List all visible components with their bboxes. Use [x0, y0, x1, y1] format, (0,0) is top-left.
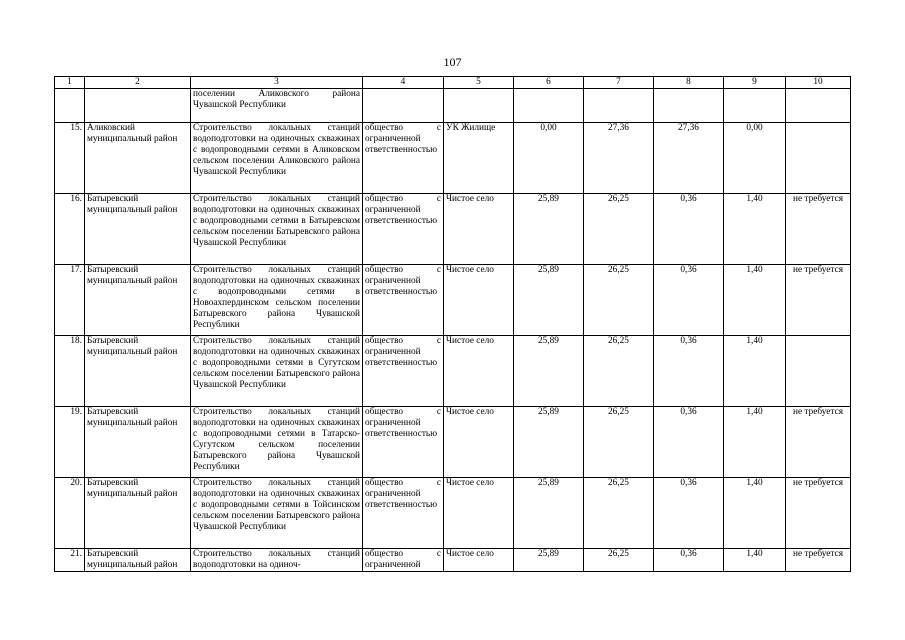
value-cell-9: 1,40	[724, 265, 786, 336]
column-header: 7	[584, 77, 654, 89]
value-cell-6: 25,89	[514, 336, 584, 407]
project-cell: Строительство локальных станций водоподготовки на одиночных скважинах с водопроводными сетями в Тойсинском сельском поселении Батыревского района Чувашской Республики	[191, 478, 363, 549]
value-cell-7: 27,36	[584, 123, 654, 194]
project-cell: Строительство локальных станций водоподготовки на одиноч-	[191, 549, 363, 572]
project-cell: Строительство локальных станций водоподготовки на одиночных скважинах с водопроводными сетями в Сугутском сельском поселении Батыревского района Чувашской Республики	[191, 336, 363, 407]
row-number: 16.	[55, 194, 85, 265]
org-name-cell	[444, 89, 514, 123]
org-name-cell: Чистое село	[444, 478, 514, 549]
value-cell-9: 1,40	[724, 336, 786, 407]
municipality-cell: Батыревский муниципальный район	[85, 336, 191, 407]
table-row	[55, 478, 851, 549]
project-cell: Строительство локальных станций водоподготовки на одиночных скважинах с водопроводными сетями в Новоахпердинском сельском поселении Батыревского района Чувашской Республики	[191, 265, 363, 336]
note-cell: не требуется	[786, 549, 851, 572]
org-name-cell: Чистое село	[444, 194, 514, 265]
table-row	[55, 336, 851, 407]
org-name-cell: Чистое село	[444, 549, 514, 572]
org-name-cell: УК Жилище	[444, 123, 514, 194]
value-cell-6	[514, 89, 584, 123]
column-header: 5	[444, 77, 514, 89]
row-number: 18.	[55, 336, 85, 407]
org-form-cell: общество с ограниченной ответственностью	[363, 123, 444, 194]
value-cell-7: 26,25	[584, 194, 654, 265]
table-row	[55, 407, 851, 478]
value-cell-7: 26,25	[584, 478, 654, 549]
note-cell: не требуется	[786, 407, 851, 478]
org-form-cell: общество с ограниченной ответственностью	[363, 265, 444, 336]
note-cell: не требуется	[786, 478, 851, 549]
municipality-cell: Аликовский муниципальный район	[85, 123, 191, 194]
table-row	[55, 265, 851, 336]
table-row	[55, 549, 851, 572]
row-number: 19.	[55, 407, 85, 478]
org-form-cell: общество с ограниченной	[363, 549, 444, 572]
value-cell-9: 1,40	[724, 407, 786, 478]
note-cell	[786, 123, 851, 194]
value-cell-6: 25,89	[514, 478, 584, 549]
org-form-cell: общество с ограниченной ответственностью	[363, 478, 444, 549]
value-cell-7: 26,25	[584, 336, 654, 407]
org-form-cell: общество с ограниченной ответственностью	[363, 336, 444, 407]
value-cell-8: 0,36	[654, 194, 724, 265]
value-cell-6: 0,00	[514, 123, 584, 194]
table-row	[55, 89, 851, 123]
org-form-cell: общество с ограниченной ответственностью	[363, 407, 444, 478]
project-cell: Строительство локальных станций водоподготовки на одиночных скважинах с водопроводными сетями в Татарско-Сугутском сельском поселении Батыревского района Чувашской Республики	[191, 407, 363, 478]
row-number: 21.	[55, 549, 85, 572]
column-header: 2	[85, 77, 191, 89]
value-cell-8: 0,36	[654, 265, 724, 336]
municipality-cell	[85, 89, 191, 123]
note-cell: не требуется	[786, 265, 851, 336]
value-cell-6: 25,89	[514, 407, 584, 478]
org-form-cell: общество с ограниченной ответственностью	[363, 194, 444, 265]
page-number: 107	[443, 55, 462, 69]
municipality-cell: Батыревский муниципальный район	[85, 478, 191, 549]
value-cell-6: 25,89	[514, 549, 584, 572]
municipality-cell: Батыревский муниципальный район	[85, 407, 191, 478]
project-cell: поселении Аликовского района Чувашской Республики	[191, 89, 363, 123]
row-number	[55, 89, 85, 123]
column-header: 1	[55, 77, 85, 89]
note-cell	[786, 336, 851, 407]
value-cell-9: 1,40	[724, 194, 786, 265]
value-cell-7: 26,25	[584, 265, 654, 336]
column-header: 8	[654, 77, 724, 89]
org-name-cell: Чистое село	[444, 336, 514, 407]
column-header: 10	[786, 77, 851, 89]
value-cell-8: 0,36	[654, 478, 724, 549]
value-cell-8	[654, 89, 724, 123]
column-header: 3	[191, 77, 363, 89]
value-cell-7: 26,25	[584, 407, 654, 478]
value-cell-7: 26,25	[584, 549, 654, 572]
value-cell-8: 0,36	[654, 336, 724, 407]
value-cell-9	[724, 89, 786, 123]
table-row	[55, 123, 851, 194]
org-form-cell	[363, 89, 444, 123]
table-header-row	[55, 77, 851, 89]
org-name-cell: Чистое село	[444, 407, 514, 478]
row-number: 20.	[55, 478, 85, 549]
project-cell: Строительство локальных станций водоподготовки на одиночных скважинах с водопроводными сетями в Батыревском сельском поселении Батыревского района Чувашской Республики	[191, 194, 363, 265]
note-cell: не требуется	[786, 194, 851, 265]
column-header: 6	[514, 77, 584, 89]
value-cell-9: 0,00	[724, 123, 786, 194]
column-header: 4	[363, 77, 444, 89]
municipality-cell: Батыревский муниципальный район	[85, 549, 191, 572]
municipality-cell: Батыревский муниципальный район	[85, 265, 191, 336]
value-cell-8: 0,36	[654, 549, 724, 572]
value-cell-9: 1,40	[724, 549, 786, 572]
project-cell: Строительство локальных станций водоподготовки на одиночных скважинах с водопроводными сетями в Аликовском сельском поселении Аликовского района Чувашской Республики	[191, 123, 363, 194]
value-cell-8: 27,36	[654, 123, 724, 194]
row-number: 15.	[55, 123, 85, 194]
value-cell-7	[584, 89, 654, 123]
org-name-cell: Чистое село	[444, 265, 514, 336]
municipality-cell: Батыревский муниципальный район	[85, 194, 191, 265]
note-cell	[786, 89, 851, 123]
row-number: 17.	[55, 265, 85, 336]
data-table	[54, 76, 851, 572]
value-cell-9: 1,40	[724, 478, 786, 549]
value-cell-8: 0,36	[654, 407, 724, 478]
value-cell-6: 25,89	[514, 265, 584, 336]
value-cell-6: 25,89	[514, 194, 584, 265]
column-header: 9	[724, 77, 786, 89]
table-row	[55, 194, 851, 265]
